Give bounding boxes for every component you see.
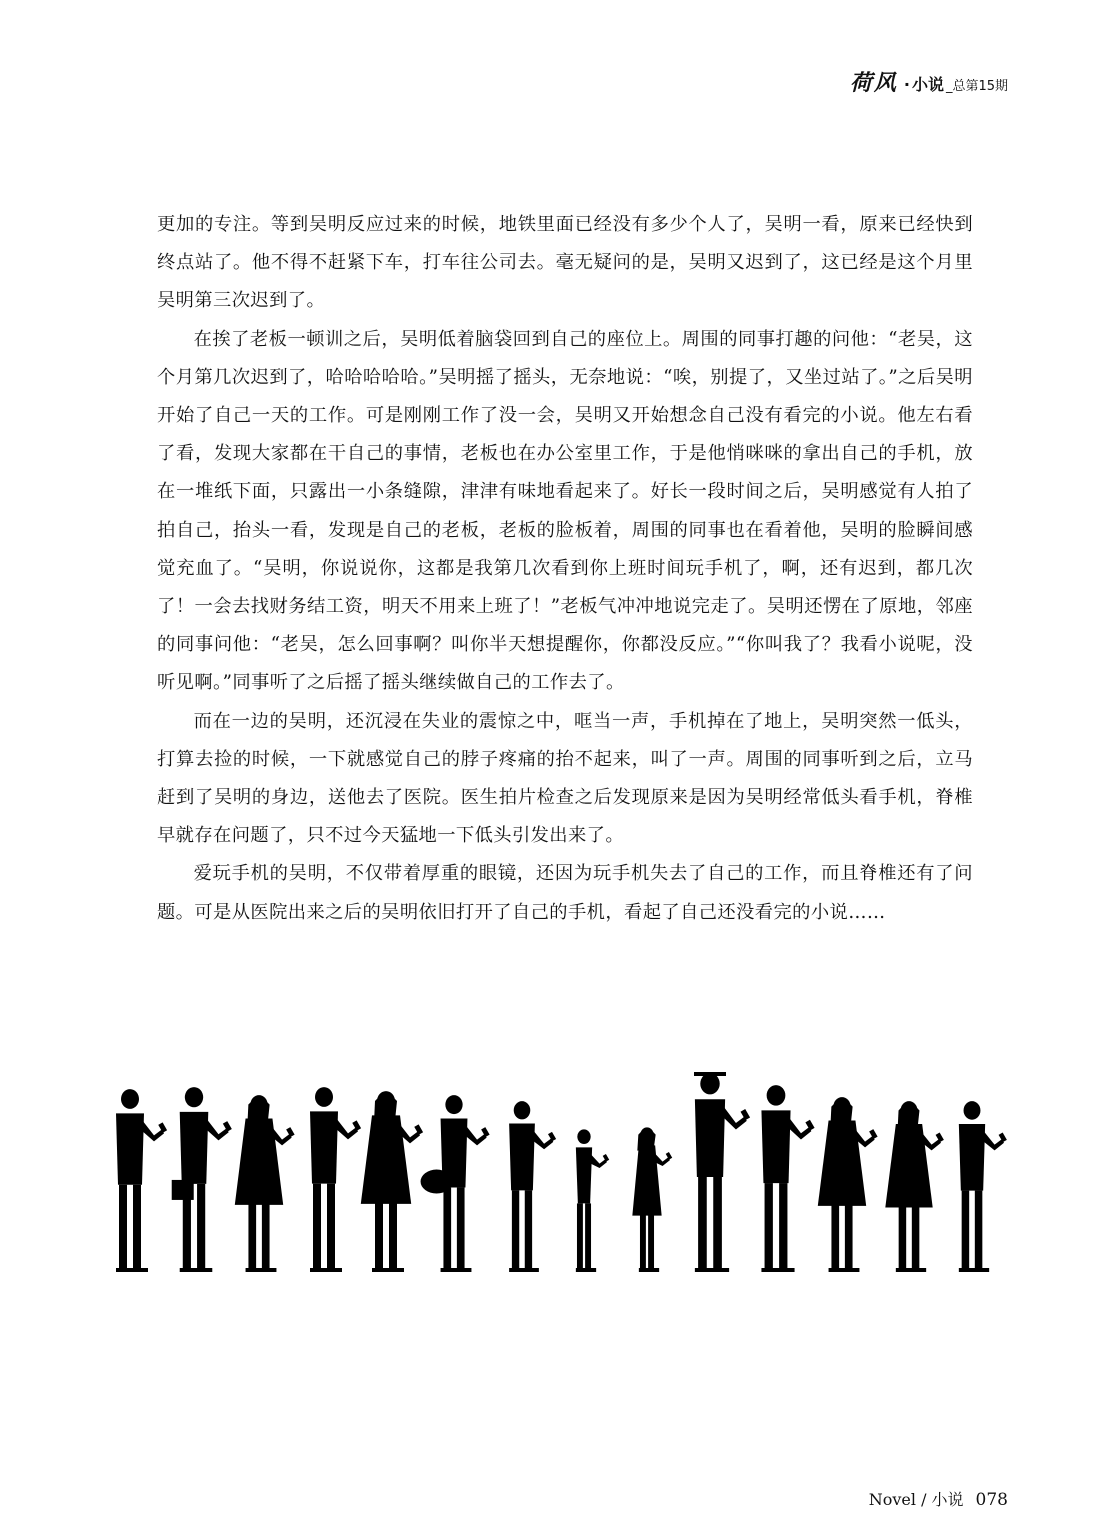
page-number: 078: [975, 1490, 1008, 1510]
footer-section-label: Novel / 小说: [868, 1490, 964, 1509]
header-separator: ·: [903, 75, 910, 94]
person-silhouette: [694, 1072, 750, 1272]
paragraph-2: 在挨了老板一顿训之后，吴明低着脑袋回到自己的座位上。周围的同事打趣的问他：“老吴，这个月第几次迟到了，哈哈哈哈哈。”吴明摇了摇头，无奈地说：“唉，别提了，又坐过站了。”之后吴明开始了自己一天的工作。可是刚刚工作了没一会，吴明又开始想念自己没有看完的小说。他左右看了看，发现大家都在干自己的事情，老板也在办公室里工作，于是他悄咪咪的拿出自己的手机，放在一堆纸下面，只露出一小条缝隙，津津有味地看起来了。好长一段时间之后，吴明感觉有人拍了拍自己，抬头一看，发现是自己的老板，老板的脸板着，周围的同事也在看着他，吴明的脸瞬间感觉充血了。“吴明，你说说你，这都是我第几次看到你上班时间玩手机了，啊，还有迟到，都几次了！一会去找财务结工资，明天不用来上班了！”老板气冲冲地说完走了。吴明还愣在了原地，邻座的同事问他：“老吴，怎么回事啊？叫你半天想提醒你，你都没反应。”“你叫我了？我看小说呢，没听见啊。”同事听了之后摇了摇头继续做自己的工作去了。: [157, 328, 973, 694]
person-silhouette: [576, 1129, 609, 1272]
person-silhouette: [959, 1101, 1007, 1272]
person-silhouette: [509, 1101, 556, 1272]
person-silhouette: [761, 1085, 814, 1272]
article-body: [157, 206, 973, 932]
people-silhouettes-icon: [104, 1072, 1014, 1282]
person-silhouette: [421, 1095, 490, 1272]
person-silhouette: [818, 1097, 878, 1272]
paragraph-4: 爱玩手机的吴明，不仅带着厚重的眼镜，还因为玩手机失去了自己的工作，而且脊椎还有了问题。可是从医院出来之后的吴明依旧打开了自己的手机，看起了自己还没看完的小说……: [157, 863, 973, 923]
running-header: [850, 66, 1008, 97]
person-silhouette: [116, 1089, 167, 1272]
page-footer: [869, 1487, 1008, 1510]
header-section: 小说: [911, 75, 944, 94]
paragraph-1: 更加的专注。等到吴明反应过来的时候，地铁里面已经没有多少个人了，吴明一看，原来已经快到终点站了。他不得不赶紧下车，打车往公司去。毫无疑问的是，吴明又迟到了，这已经是这个月里吴明第三次迟到了。: [157, 214, 973, 312]
person-silhouette: [632, 1127, 672, 1272]
magazine-brand: 荷风: [849, 70, 898, 96]
person-silhouette: [361, 1091, 423, 1272]
paragraph-3: 而在一边的吴明，还沉浸在失业的震惊之中，哐当一声，手机掉在了地上，吴明突然一低头，打算去捡的时候，一下就感觉自己的脖子疼痛的抬不起来，叫了一声。周围的同事听到之后，立马赶到了吴明的身边，送他去了医院。医生拍片检查之后发现原来是因为吴明经常低头看手机，脊椎早就存在问题了，只不过今天猛地一下低头引发出来了。: [157, 710, 973, 847]
person-silhouette: [885, 1101, 944, 1272]
person-silhouette: [172, 1087, 232, 1272]
person-silhouette: [235, 1095, 295, 1272]
phone-users-illustration: [104, 1072, 1014, 1282]
header-issue: _总第15期: [945, 79, 1008, 94]
person-silhouette: [310, 1087, 361, 1272]
